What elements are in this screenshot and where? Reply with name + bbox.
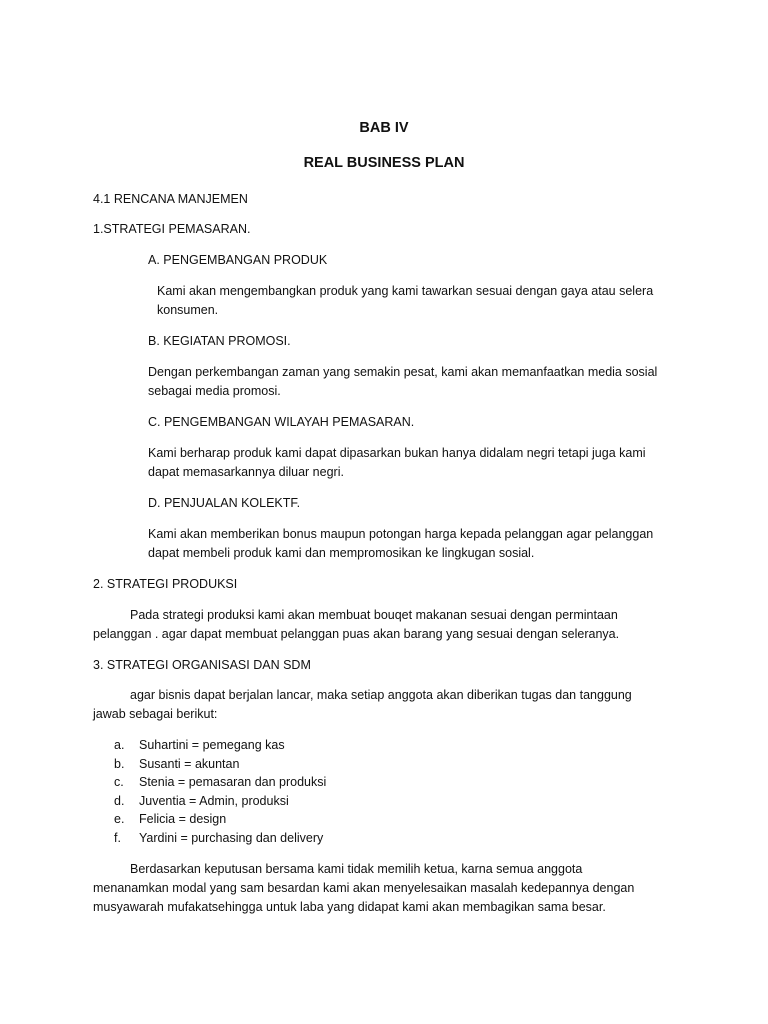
list-item-text: Suhartini = pemegang kas: [139, 738, 285, 752]
strategy-2-heading: 2. STRATEGI PRODUKSI: [93, 577, 238, 591]
section-heading: 4.1 RENCANA MANJEMEN: [93, 192, 248, 206]
list-item: [114, 829, 326, 848]
list-marker: c.: [114, 775, 124, 789]
list-item: [114, 755, 326, 774]
strategy-2-line-2: pelanggan . agar dapat membuat pelanggan puas akan barang yang sesuai dengan seleranya.: [93, 627, 620, 641]
list-item-text: Susanti = akuntan: [139, 756, 240, 771]
member-list: [114, 736, 326, 847]
subsection-b-heading: B. KEGIATAN PROMOSI.: [148, 334, 291, 348]
subsection-a-line-1: Kami akan mengembangkan produk yang kami tawarkan sesuai dengan gaya atau selera: [157, 284, 654, 298]
subsection-b-line-1: Dengan perkembangan zaman yang semakin pesat, kami akan memanfaatkan media sosial: [148, 365, 658, 379]
list-item-text: Felicia = design: [139, 812, 227, 826]
list-item: [114, 792, 326, 811]
subsection-c-line-2: dapat memasarkannya diluar negri.: [148, 465, 344, 479]
document-title: REAL BUSINESS PLAN: [303, 155, 465, 171]
subsection-a-heading: A. PENGEMBANGAN PRODUK: [148, 253, 328, 267]
list-item-text: Juventia = Admin, produksi: [139, 793, 289, 808]
subsection-c-line-1: Kami berharap produk kami dapat dipasarkan bukan hanya didalam negri tetapi juga kami: [148, 446, 646, 460]
list-item-text: Stenia = pemasaran dan produksi: [139, 775, 327, 789]
strategy-3-heading: 3. STRATEGI ORGANISASI DAN SDM: [93, 658, 311, 672]
list-marker: f.: [114, 830, 121, 845]
list-item: [114, 773, 326, 792]
list-marker: b.: [114, 756, 125, 771]
closing-line-2: menanamkan modal yang sam besardan kami akan menyelesaikan masalah kedepannya dengan: [93, 881, 635, 895]
subsection-c-heading: C. PENGEMBANGAN WILAYAH PEMASARAN.: [148, 415, 415, 429]
chapter-title: BAB IV: [359, 120, 409, 136]
strategy-1-heading: 1.STRATEGI PEMASARAN.: [93, 222, 251, 236]
subsection-d-heading: D. PENJUALAN KOLEKTF.: [148, 496, 301, 510]
subsection-d-line-2: dapat membeli produk kami dan mempromosikan ke lingkugan sosial.: [148, 546, 535, 560]
closing-line-3: musyawarah mufakatsehingga untuk laba yang didapat kami akan membagikan sama besar.: [93, 900, 606, 914]
list-item-text: Yardini = purchasing dan delivery: [139, 830, 324, 845]
list-marker: d.: [114, 793, 125, 808]
list-marker: e.: [114, 812, 125, 826]
list-marker: a.: [114, 738, 125, 752]
closing-line-1: Berdasarkan keputusan bersama kami tidak memilih ketua, karna semua anggota: [130, 862, 583, 876]
strategy-2-line-1: Pada strategi produksi kami akan membuat bouqet makanan sesuai dengan permintaan: [130, 608, 618, 622]
subsection-a-line-2: konsumen.: [157, 303, 219, 317]
subsection-d-line-1: Kami akan memberikan bonus maupun potongan harga kepada pelanggan agar pelanggan: [148, 527, 654, 541]
strategy-3-line-1: agar bisnis dapat berjalan lancar, maka setiap anggota akan diberikan tugas dan tanggung: [130, 688, 632, 702]
strategy-3-line-2: jawab sebagai berikut:: [93, 707, 218, 721]
list-item: [114, 810, 326, 829]
subsection-b-line-2: sebagai media promosi.: [148, 384, 281, 398]
list-item: [114, 736, 326, 755]
